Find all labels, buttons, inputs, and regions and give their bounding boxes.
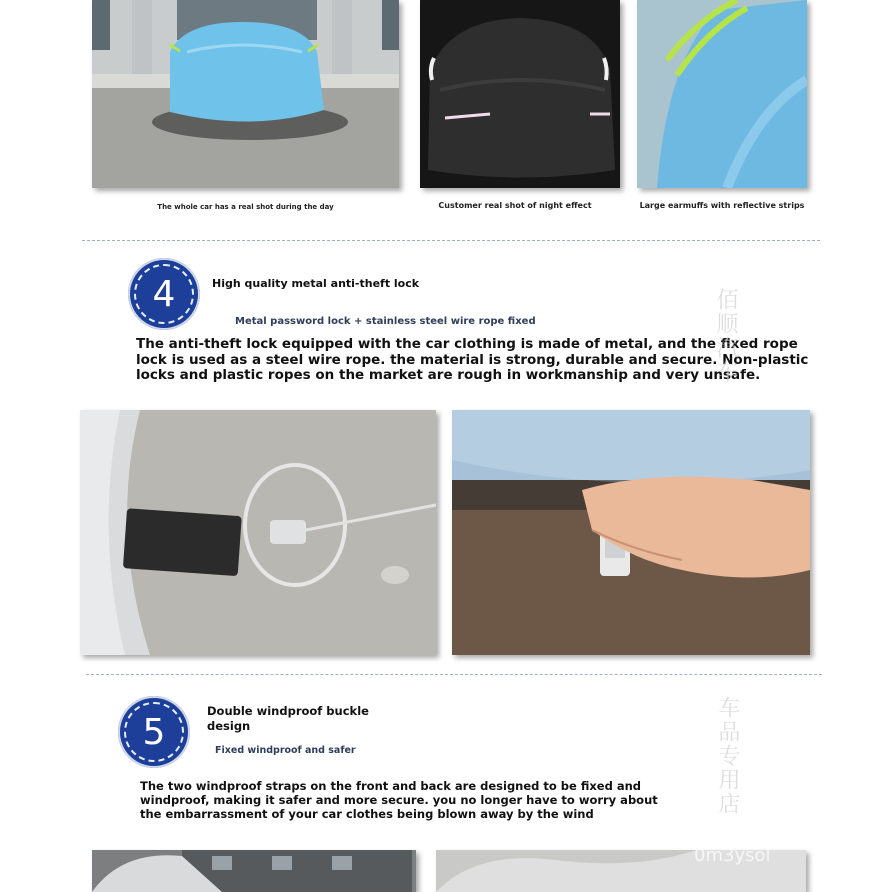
photo-night-car <box>420 0 620 188</box>
watermark-shop-name: 佰顺汽车 <box>713 288 738 384</box>
photo-windproof-front <box>92 850 416 892</box>
section-divider <box>86 674 822 675</box>
caption-night-shot: Customer real shot of night effect <box>438 201 592 210</box>
photo-password-lock-hand <box>452 410 810 655</box>
watermark-logo-text: 0m3ysol <box>694 845 771 866</box>
section-body: The two windproof straps on the front and back are designed to be fixed and windproof, making it safer and more secure. you no longer have to worry about the embarrassment of your car clothes being blown away by the wind <box>140 779 658 821</box>
section-number: 5 <box>124 702 184 762</box>
section-body: The anti-theft lock equipped with the car clothing is made of metal, and the fixed rope lock is used as a steel wire rope. the material is strong, durable and secure. Non-plastic locks and plastic ropes on the market are rough in workmanship and very unsafe. <box>136 336 809 383</box>
section-number-badge <box>118 696 190 768</box>
section-subtitle: Fixed windproof and safer <box>215 745 356 756</box>
section-title: Double windproof buckle design <box>207 704 369 733</box>
photo-day-car <box>92 0 399 188</box>
section-number-badge <box>128 258 200 330</box>
photo-earmuff-reflective <box>637 0 807 188</box>
section-divider <box>82 240 820 241</box>
section-subtitle: Metal password lock + stainless steel wire rope fixed <box>235 316 536 327</box>
caption-day-shot: The whole car has a real shot during the day <box>157 203 334 211</box>
section-number: 4 <box>134 264 194 324</box>
watermark-shop-subtitle: 车品专用店 <box>715 696 740 816</box>
section-title: High quality metal anti-theft lock <box>212 277 420 290</box>
caption-earmuffs: Large earmuffs with reflective strips <box>639 201 805 210</box>
photo-lock-strap <box>80 410 436 655</box>
